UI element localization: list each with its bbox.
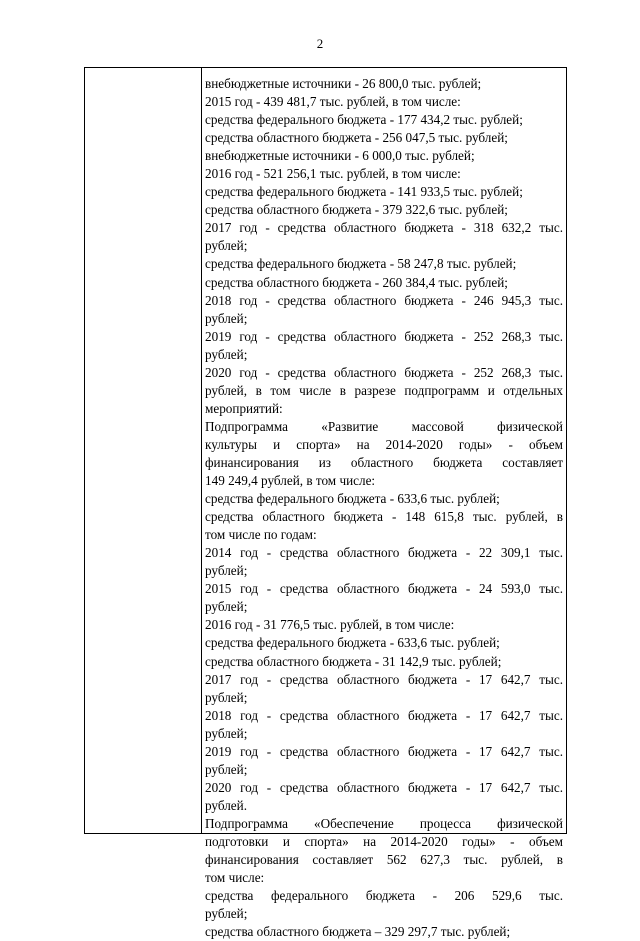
text-line: 2020 год - средства областного бюджета - 17 642,7 тыс. — [205, 779, 563, 795]
table-right-cell — [205, 75, 563, 941]
text-line: 2017 год - средства областного бюджета - 17 642,7 тыс. — [205, 671, 563, 687]
text-line: рублей; — [205, 310, 248, 326]
text-line: рублей, в том числе в разрезе подпрограмм и отдельных — [205, 382, 563, 398]
text-line: финансирования составляет 562 627,3 тыс. рублей, в — [205, 852, 563, 868]
text-line: средства областного бюджета - 379 322,6 тыс. рублей; — [205, 202, 508, 218]
text-line: том числе по годам: — [205, 527, 317, 543]
text-line: культуры и спорта» на 2014-2020 годы» - объем — [205, 436, 563, 452]
document-table — [84, 67, 567, 940]
table-left-cell — [85, 68, 201, 833]
text-line: подготовки и спорта» на 2014-2020 годы» - объем — [205, 833, 563, 849]
page-number: 2 — [316, 36, 324, 51]
text-line: финансирования из областного бюджета составляет — [205, 454, 563, 470]
text-line: рублей; — [205, 906, 248, 922]
text-line: Подпрограмма «Обеспечение процесса физической — [205, 815, 563, 831]
text-line: средства областного бюджета – 329 297,7 тыс. рублей; — [205, 924, 511, 940]
text-line: средства федерального бюджета - 206 529,6 тыс. — [205, 888, 563, 904]
text-line: 2019 год - средства областного бюджета - 17 642,7 тыс. — [205, 743, 563, 759]
text-line: внебюджетные источники - 6 000,0 тыс. рублей; — [205, 148, 475, 164]
text-line: средства федерального бюджета - 58 247,8 тыс. рублей; — [205, 256, 517, 272]
text-line: рублей; — [205, 238, 248, 254]
text-line: средства областного бюджета - 260 384,4 тыс. рублей; — [205, 274, 508, 290]
text-line: рублей; — [205, 599, 248, 615]
text-line: 2020 год - средства областного бюджета - 252 268,3 тыс. — [205, 364, 563, 380]
text-line: 2014 год - средства областного бюджета - 22 309,1 тыс. — [205, 545, 563, 561]
text-line: рублей; — [205, 761, 248, 777]
text-line: 2019 год - средства областного бюджета - 252 268,3 тыс. — [205, 328, 563, 344]
text-line: внебюджетные источники - 26 800,0 тыс. рублей; — [205, 76, 482, 91]
text-line: средства федерального бюджета - 177 434,2 тыс. рублей; — [205, 112, 523, 128]
text-line: 149 249,4 рублей, в том числе: — [205, 473, 376, 489]
text-line: средства федерального бюджета - 633,6 тыс. рублей; — [205, 491, 500, 507]
text-line: 2017 год - средства областного бюджета - 318 632,2 тыс. — [205, 220, 563, 236]
text-line: Подпрограмма «Развитие массовой физической — [205, 418, 563, 434]
text-line: 2016 год - 31 776,5 тыс. рублей, в том числе: — [205, 617, 455, 633]
text-line: рублей; — [205, 689, 248, 705]
text-line: 2016 год - 521 256,1 тыс. рублей, в том числе: — [205, 166, 461, 182]
text-line: рублей; — [205, 725, 248, 741]
text-line: том числе: — [205, 870, 265, 886]
text-line: средства федерального бюджета - 633,6 тыс. рублей; — [205, 635, 500, 651]
text-line: рублей; — [205, 346, 248, 362]
text-line: мероприятий: — [205, 400, 283, 416]
text-line: 2018 год - средства областного бюджета - 246 945,3 тыс. — [205, 292, 563, 308]
text-line: рублей. — [205, 797, 248, 813]
text-line: 2015 год - 439 481,7 тыс. рублей, в том числе: — [205, 94, 461, 110]
text-line: 2018 год - средства областного бюджета - 17 642,7 тыс. — [205, 707, 563, 723]
text-line: средства областного бюджета - 148 615,8 тыс. рублей, в — [205, 509, 563, 525]
text-line: 2015 год - средства областного бюджета - 24 593,0 тыс. — [205, 581, 563, 597]
text-line: средства федерального бюджета - 141 933,5 тыс. рублей; — [205, 184, 523, 200]
text-line: рублей; — [205, 563, 248, 579]
column-divider — [201, 68, 202, 833]
text-line: средства областного бюджета - 31 142,9 тыс. рублей; — [205, 653, 502, 669]
text-line: средства областного бюджета - 256 047,5 тыс. рублей; — [205, 130, 508, 146]
